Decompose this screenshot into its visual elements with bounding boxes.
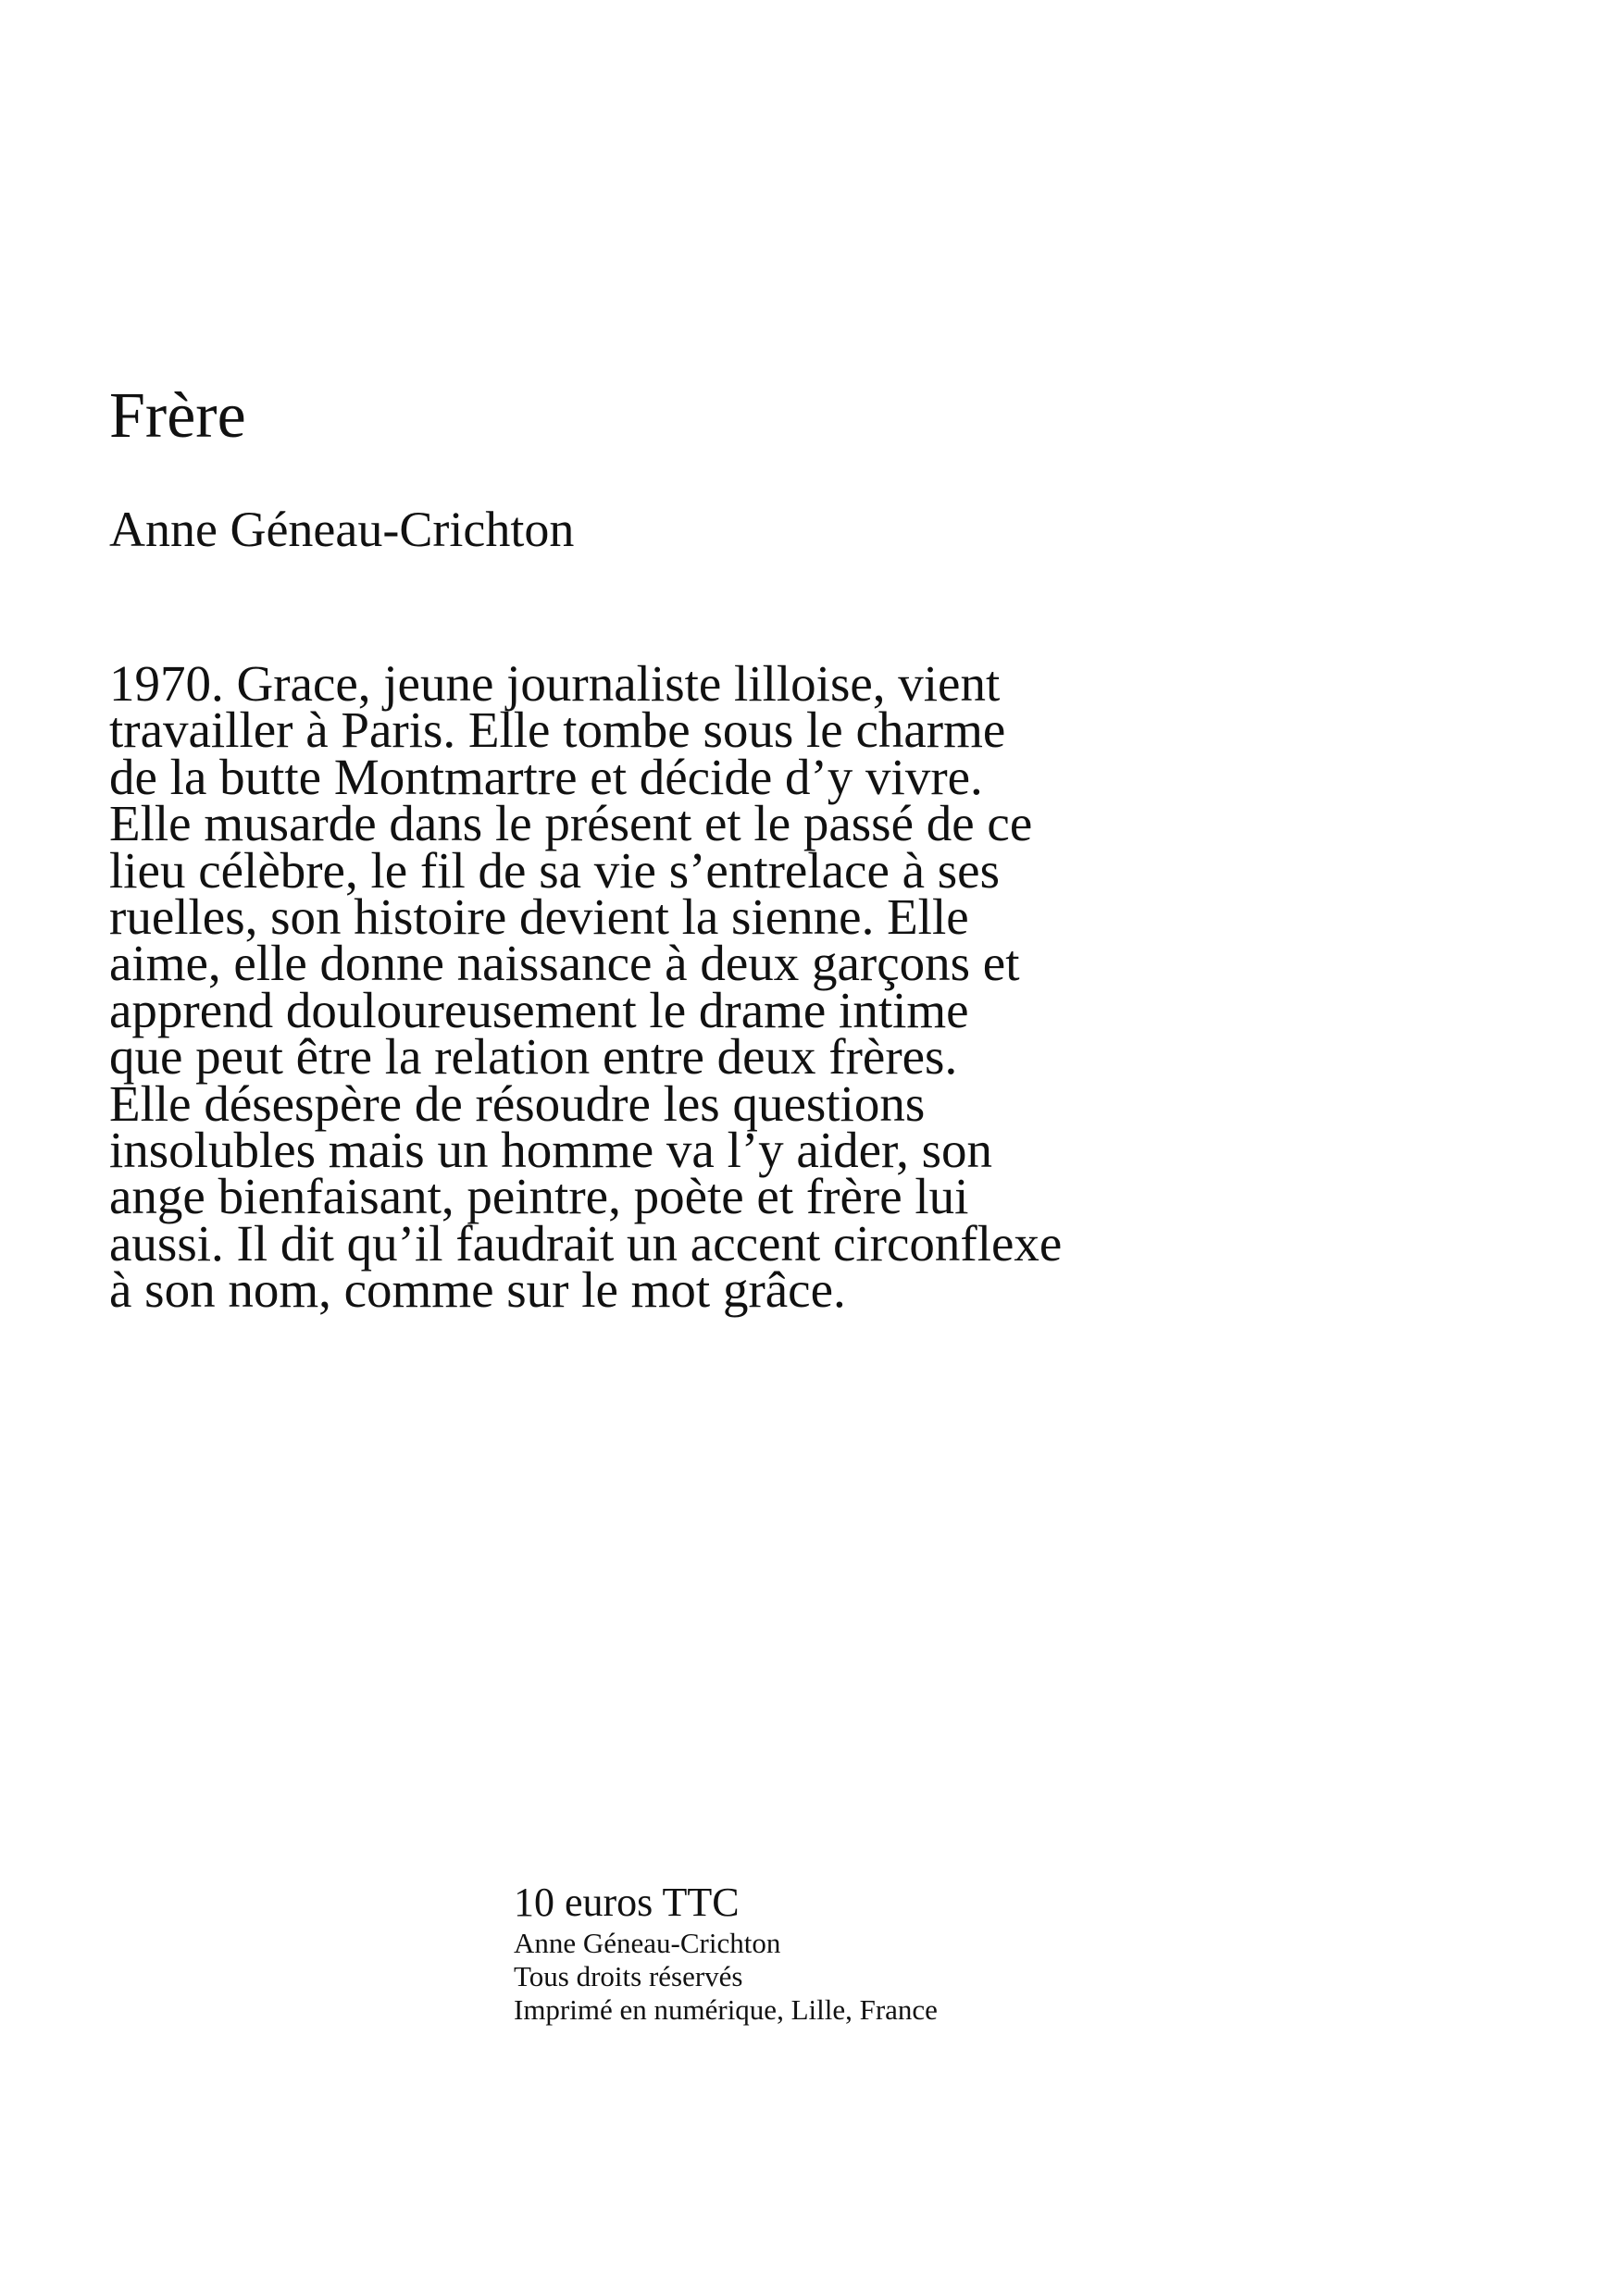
blurb-line: de la butte Montmartre et décide d’y vivre. [109, 748, 983, 805]
blurb-line: ange bienfaisant, peintre, poète et frère lui [109, 1168, 969, 1225]
blurb-line: aussi. Il dit qu’il faudrait un accent circonflexe [109, 1214, 1063, 1272]
colophon-author: Anne Géneau-Crichton [514, 1927, 781, 1959]
blurb-line: travailler à Paris. Elle tombe sous le charme [109, 701, 1006, 759]
blurb-line: apprend douloureusement le drame intime [109, 981, 969, 1038]
blurb-line: aime, elle donne naissance à deux garçons et [109, 935, 1020, 992]
blurb-line: que peut être la relation entre deux frères. [109, 1028, 958, 1086]
blurb-line: ruelles, son histoire devient la sienne. Elle [109, 888, 969, 946]
blurb-line: lieu célèbre, le fil de sa vie s’entrelace à ses [109, 841, 1000, 899]
blurb-line: 1970. Grace, jeune journaliste lilloise, vient [109, 655, 1001, 712]
rights-notice: Tous droits réservés [514, 1960, 743, 1992]
colophon [514, 1879, 938, 2027]
book-title: Frère [109, 380, 246, 452]
blurb-line: insolubles mais un homme va l’y aider, son [109, 1122, 993, 1179]
price: 10 euros TTC [514, 1880, 740, 1925]
blurb-line: Elle musarde dans le présent et le passé de ce [109, 795, 1033, 852]
book-author: Anne Géneau-Crichton [109, 502, 575, 557]
printing-notice: Imprimé en numérique, Lille, France [514, 1993, 938, 2026]
blurb-line: à son nom, comme sur le mot grâce. [109, 1261, 846, 1319]
blurb-line: Elle désespère de résoudre les questions [109, 1074, 926, 1132]
back-cover-blurb [109, 655, 1257, 1319]
